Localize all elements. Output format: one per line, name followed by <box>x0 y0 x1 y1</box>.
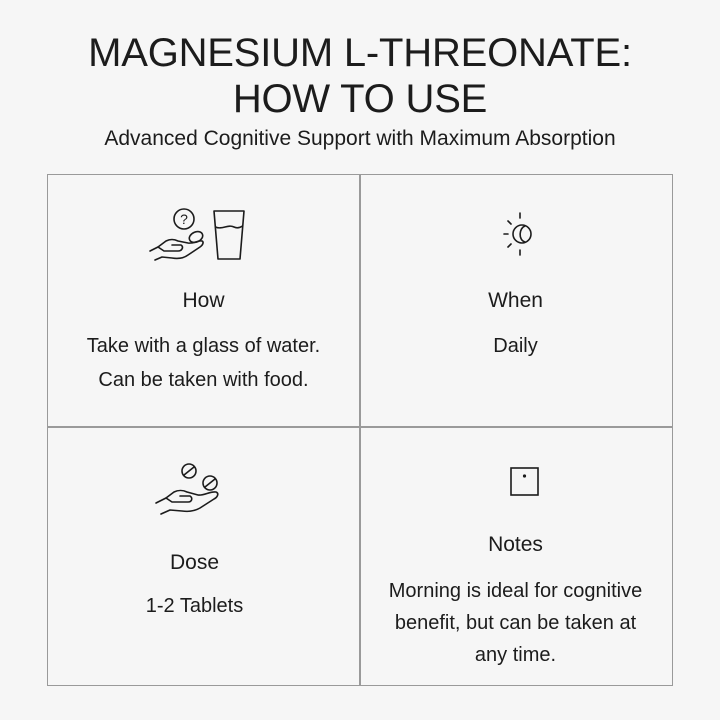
notes-content <box>359 531 672 671</box>
how-text-line-1: Take with a glass of water. <box>86 335 321 357</box>
dose-text <box>48 589 341 623</box>
notes-text-line-3: any time. <box>474 644 557 666</box>
page-title-line-2: HOW TO USE <box>232 77 488 121</box>
how-title: How <box>182 289 225 312</box>
usage-grid <box>47 174 673 686</box>
dose-title: Dose <box>169 551 220 574</box>
dose-content <box>48 549 341 623</box>
hand-pill-water-glass-icon <box>148 207 258 271</box>
notes-text <box>359 575 672 671</box>
page-title-line-1: MAGNESIUM L-THREONATE: <box>88 31 632 75</box>
page-title <box>0 30 720 122</box>
sun-moon-icon <box>498 209 542 259</box>
grid-divider-horizontal <box>48 426 672 428</box>
notes-title: Notes <box>488 533 543 556</box>
notes-text-line-1: Morning is ideal for cognitive <box>388 580 643 602</box>
how-content <box>48 287 359 397</box>
how-text <box>48 329 359 397</box>
note-square-icon <box>508 465 542 499</box>
when-text <box>359 329 672 363</box>
when-text-line-1: Daily <box>493 335 538 357</box>
notes-text-line-2: benefit, but can be taken at <box>394 612 637 634</box>
how-text-line-2: Can be taken with food. <box>98 369 309 391</box>
dose-text-line-1: 1-2 Tablets <box>145 595 244 617</box>
when-title: When <box>488 289 543 312</box>
when-content <box>359 287 672 363</box>
question-mark-glyph: ? <box>180 211 188 227</box>
page-subtitle: Advanced Cognitive Support with Maximum Absorption <box>104 127 616 150</box>
hand-tablets-icon <box>152 461 232 527</box>
